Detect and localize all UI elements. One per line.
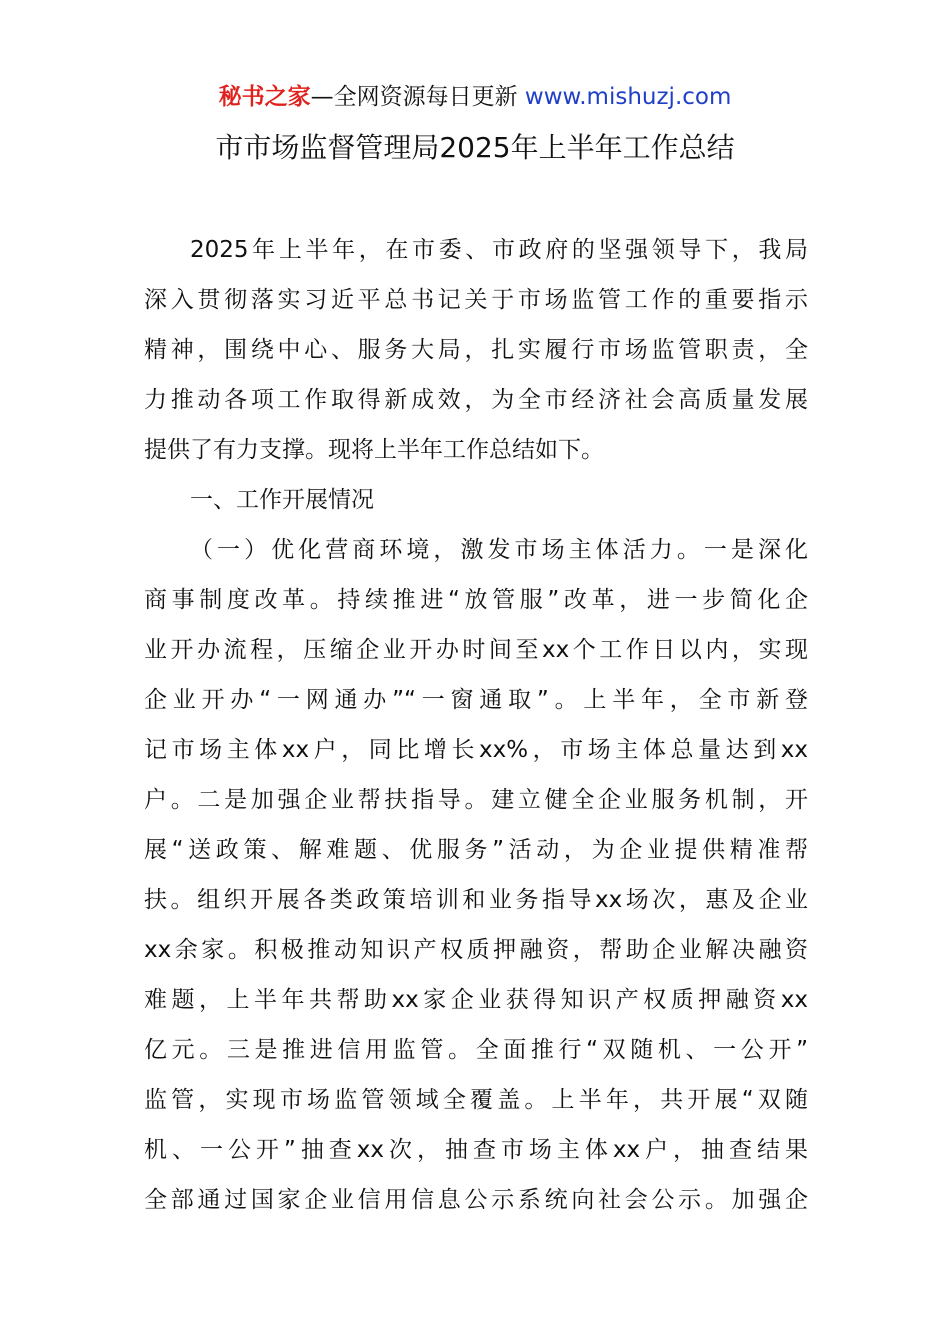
document-body bbox=[144, 225, 808, 1225]
paragraph-line: 业开办流程，压缩企业开办时间至xx个工作日以内，实现 bbox=[144, 637, 808, 663]
paragraph-line: 提供了有力支撑。现将上半年工作总结如下。 bbox=[144, 437, 604, 463]
banner-tagline: —全网资源每日更新 bbox=[310, 84, 525, 110]
paragraph-line: 展“送政策、解难题、优服务”活动，为企业提供精准帮 bbox=[144, 837, 808, 863]
paragraph-line: 2025年上半年，在市委、市政府的坚强领导下，我局 bbox=[190, 237, 808, 263]
paragraph-line: 机、一公开”抽查xx次，抽查市场主体xx户，抽查结果 bbox=[144, 1137, 808, 1163]
paragraph-line: 力推动各项工作取得新成效，为全市经济社会高质量发展 bbox=[144, 387, 808, 413]
section-heading: 一、工作开展情况 bbox=[190, 487, 374, 513]
brand-name: 秘书之家 bbox=[218, 84, 311, 110]
paragraph-line: 记市场主体xx户，同比增长xx%，市场主体总量达到xx bbox=[144, 737, 808, 763]
paragraph-line: 亿元。三是推进信用监管。全面推行“双随机、一公开” bbox=[144, 1037, 808, 1063]
paragraph-line: xx余家。积极推动知识产权质押融资，帮助企业解决融资 bbox=[144, 937, 808, 963]
paragraph-line: 深入贯彻落实习近平总书记关于市场监管工作的重要指示 bbox=[144, 287, 808, 313]
document-title: 市市场监督管理局2025年上半年工作总结 bbox=[215, 131, 735, 164]
paragraph-line: 全部通过国家企业信用信息公示系统向社会公示。加强企 bbox=[144, 1187, 808, 1213]
paragraph-line: 商事制度改革。持续推进“放管服”改革，进一步简化企 bbox=[144, 587, 808, 613]
paragraph-line: 企业开办“一网通办”“一窗通取”。上半年，全市新登 bbox=[144, 687, 808, 713]
paragraph-line: 精神，围绕中心、服务大局，扎实履行市场监管职责，全 bbox=[144, 337, 808, 363]
paragraph-line: 户。二是加强企业帮扶指导。建立健全企业服务机制，开 bbox=[144, 787, 808, 813]
site-banner bbox=[0, 80, 950, 114]
paragraph-line: 扶。组织开展各类政策培训和业务指导xx场次，惠及企业 bbox=[144, 887, 808, 913]
paragraph-line: 监管，实现市场监管领域全覆盖。上半年，共开展“双随 bbox=[144, 1087, 808, 1113]
paragraph-line: （一）优化营商环境，激发市场主体活力。一是深化 bbox=[190, 537, 808, 563]
paragraph-line: 难题，上半年共帮助xx家企业获得知识产权质押融资xx bbox=[144, 987, 808, 1013]
site-url-link[interactable]: www.mishuzj.com bbox=[524, 84, 732, 110]
